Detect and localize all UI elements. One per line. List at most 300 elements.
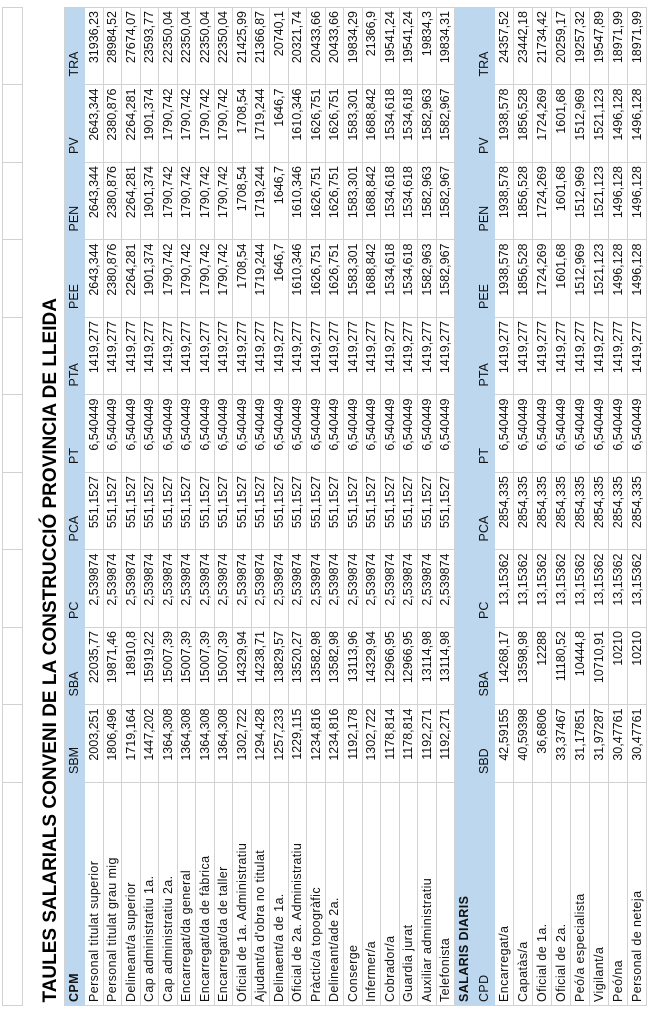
value-cell[interactable]: 1534,618 (399, 240, 418, 318)
cell[interactable] (455, 628, 475, 706)
value-cell[interactable]: 1419,277 (103, 318, 122, 396)
value-cell[interactable]: 1534,618 (399, 85, 418, 163)
column-header-pv[interactable]: PV (65, 85, 85, 163)
value-cell[interactable]: 13114,98 (436, 628, 455, 706)
value-cell[interactable]: 30,47761 (609, 705, 628, 783)
value-cell[interactable]: 1901,374 (140, 85, 159, 163)
value-cell[interactable]: 13,15362 (514, 550, 533, 628)
column-header-sba[interactable]: SBA (475, 628, 495, 706)
value-cell[interactable]: 20433,66 (307, 8, 326, 86)
value-cell[interactable]: 28984,52 (103, 8, 122, 86)
value-cell[interactable]: 20321,74 (288, 8, 307, 86)
value-cell[interactable]: 1419,277 (307, 318, 326, 396)
value-cell[interactable]: 13582,98 (307, 628, 326, 706)
value-cell[interactable]: 14268,17 (495, 628, 514, 706)
value-cell[interactable]: 1582,967 (436, 240, 455, 318)
value-cell[interactable]: 6,540449 (140, 395, 159, 473)
value-cell[interactable]: 13,15362 (590, 550, 609, 628)
value-cell[interactable]: 1790,742 (177, 240, 196, 318)
value-cell[interactable]: 6,540449 (571, 395, 590, 473)
value-cell[interactable]: 2,539874 (325, 550, 344, 628)
value-cell[interactable]: 1512,969 (571, 163, 590, 241)
value-cell[interactable]: 12966,95 (381, 628, 400, 706)
value-cell[interactable]: 19834,29 (344, 8, 363, 86)
value-cell[interactable]: 1582,967 (436, 163, 455, 241)
cell[interactable] (455, 85, 475, 163)
row-label-cell[interactable]: Oficial de 2a. Administratiu (288, 783, 307, 1006)
value-cell[interactable]: 1302,722 (362, 705, 381, 783)
value-cell[interactable]: 1626,751 (325, 163, 344, 241)
column-header-pc[interactable]: PC (475, 550, 495, 628)
value-cell[interactable]: 1790,742 (159, 240, 178, 318)
value-cell[interactable]: 551,1527 (122, 473, 141, 551)
value-cell[interactable]: 1419,277 (270, 318, 289, 396)
value-cell[interactable]: 6,540449 (325, 395, 344, 473)
value-cell[interactable]: 551,1527 (325, 473, 344, 551)
value-cell[interactable]: 2643,344 (85, 163, 104, 241)
row-label-cell[interactable]: Cap administratiu 1a. (140, 783, 159, 1006)
value-cell[interactable]: 1512,969 (571, 240, 590, 318)
value-cell[interactable]: 1192,178 (344, 705, 363, 783)
value-cell[interactable]: 15007,39 (159, 628, 178, 706)
value-cell[interactable]: 1419,277 (140, 318, 159, 396)
value-cell[interactable]: 1419,277 (214, 318, 233, 396)
value-cell[interactable]: 551,1527 (85, 473, 104, 551)
value-cell[interactable]: 1938,578 (495, 240, 514, 318)
value-cell[interactable]: 1512,969 (571, 85, 590, 163)
value-cell[interactable]: 1364,308 (196, 705, 215, 783)
value-cell[interactable]: 1719,244 (251, 163, 270, 241)
value-cell[interactable]: 1521,123 (590, 240, 609, 318)
cell[interactable] (3, 8, 23, 86)
value-cell[interactable]: 31,97287 (590, 705, 609, 783)
column-header-tra[interactable]: TRA (65, 8, 85, 86)
row-label-cell[interactable]: Pràctic/a topogràfic (307, 783, 326, 1006)
value-cell[interactable]: 2264,281 (122, 85, 141, 163)
value-cell[interactable]: 13598,98 (514, 628, 533, 706)
value-cell[interactable]: 21734,42 (533, 8, 552, 86)
value-cell[interactable]: 33,37467 (552, 705, 571, 783)
value-cell[interactable]: 1419,277 (344, 318, 363, 396)
value-cell[interactable]: 1496,128 (609, 85, 628, 163)
value-cell[interactable]: 1419,277 (609, 318, 628, 396)
value-cell[interactable]: 6,540449 (533, 395, 552, 473)
value-cell[interactable]: 18971,99 (628, 8, 647, 86)
value-cell[interactable]: 6,540449 (177, 395, 196, 473)
value-cell[interactable]: 1626,751 (325, 85, 344, 163)
value-cell[interactable]: 1610,346 (288, 163, 307, 241)
value-cell[interactable]: 21425,99 (233, 8, 252, 86)
row-label-cell[interactable]: Conserge (344, 783, 363, 1006)
value-cell[interactable]: 1688,842 (362, 85, 381, 163)
value-cell[interactable]: 10210 (628, 628, 647, 706)
section-title[interactable]: SALARIS DIARIS (455, 783, 475, 1006)
value-cell[interactable]: 1582,963 (418, 163, 437, 241)
value-cell[interactable]: 1419,277 (436, 318, 455, 396)
value-cell[interactable]: 551,1527 (177, 473, 196, 551)
value-cell[interactable]: 12966,95 (399, 628, 418, 706)
cell[interactable] (3, 705, 23, 783)
value-cell[interactable]: 551,1527 (288, 473, 307, 551)
value-cell[interactable]: 1790,742 (177, 163, 196, 241)
value-cell[interactable]: 13113,96 (344, 628, 363, 706)
value-cell[interactable]: 551,1527 (418, 473, 437, 551)
value-cell[interactable]: 551,1527 (344, 473, 363, 551)
cell[interactable] (3, 240, 23, 318)
value-cell[interactable]: 13829,57 (270, 628, 289, 706)
value-cell[interactable]: 31,17851 (571, 705, 590, 783)
value-cell[interactable]: 13,15362 (533, 550, 552, 628)
title-cell[interactable] (23, 8, 65, 1006)
value-cell[interactable]: 6,540449 (288, 395, 307, 473)
value-cell[interactable]: 2,539874 (196, 550, 215, 628)
value-cell[interactable]: 2003,251 (85, 705, 104, 783)
value-cell[interactable]: 2854,335 (495, 473, 514, 551)
value-cell[interactable]: 2264,281 (122, 163, 141, 241)
row-label-cell[interactable]: Telefonista (436, 783, 455, 1006)
value-cell[interactable]: 1626,751 (325, 240, 344, 318)
value-cell[interactable]: 20259,17 (552, 8, 571, 86)
value-cell[interactable]: 2854,335 (590, 473, 609, 551)
column-header-cpm[interactable]: CPM (65, 783, 85, 1006)
row-label-cell[interactable]: Oficial de 2a. (552, 783, 571, 1006)
row-label-cell[interactable]: Cobrador/a (381, 783, 400, 1006)
value-cell[interactable]: 2854,335 (609, 473, 628, 551)
value-cell[interactable]: 22350,04 (159, 8, 178, 86)
cell[interactable] (455, 163, 475, 241)
value-cell[interactable]: 1582,963 (418, 85, 437, 163)
value-cell[interactable]: 1419,277 (381, 318, 400, 396)
row-label-cell[interactable]: Encarregat/da de fàbrica (196, 783, 215, 1006)
value-cell[interactable]: 6,540449 (609, 395, 628, 473)
value-cell[interactable]: 6,540449 (344, 395, 363, 473)
value-cell[interactable]: 2854,335 (552, 473, 571, 551)
row-label-cell[interactable]: Vigilant/a (590, 783, 609, 1006)
value-cell[interactable]: 13,15362 (628, 550, 647, 628)
value-cell[interactable]: 1719,244 (251, 85, 270, 163)
value-cell[interactable]: 1419,277 (177, 318, 196, 396)
row-label-cell[interactable]: Peó/na (609, 783, 628, 1006)
value-cell[interactable]: 13,15362 (552, 550, 571, 628)
value-cell[interactable]: 18971,99 (609, 8, 628, 86)
column-header-pen[interactable]: PEN (475, 163, 495, 241)
value-cell[interactable]: 2,539874 (344, 550, 363, 628)
row-label-cell[interactable]: Cap administratiu 2a. (159, 783, 178, 1006)
value-cell[interactable]: 13582,98 (325, 628, 344, 706)
value-cell[interactable]: 551,1527 (214, 473, 233, 551)
value-cell[interactable]: 1582,963 (418, 240, 437, 318)
value-cell[interactable]: 22350,04 (177, 8, 196, 86)
value-cell[interactable]: 6,540449 (214, 395, 233, 473)
value-cell[interactable]: 1806,496 (103, 705, 122, 783)
value-cell[interactable]: 13114,98 (418, 628, 437, 706)
value-cell[interactable]: 19834,31 (436, 8, 455, 86)
value-cell[interactable]: 1419,277 (85, 318, 104, 396)
value-cell[interactable]: 19834,3 (418, 8, 437, 86)
value-cell[interactable]: 19547,89 (590, 8, 609, 86)
value-cell[interactable]: 1646,7 (270, 163, 289, 241)
value-cell[interactable]: 1790,742 (214, 85, 233, 163)
value-cell[interactable]: 30,47761 (628, 705, 647, 783)
value-cell[interactable]: 20740,1 (270, 8, 289, 86)
value-cell[interactable]: 1419,277 (571, 318, 590, 396)
value-cell[interactable]: 1646,7 (270, 85, 289, 163)
value-cell[interactable]: 1419,277 (362, 318, 381, 396)
value-cell[interactable]: 10710,91 (590, 628, 609, 706)
value-cell[interactable]: 1257,233 (270, 705, 289, 783)
value-cell[interactable]: 551,1527 (307, 473, 326, 551)
cell[interactable] (455, 240, 475, 318)
value-cell[interactable]: 2,539874 (270, 550, 289, 628)
row-label-cell[interactable]: Peó/a especialista (571, 783, 590, 1006)
value-cell[interactable]: 2380,876 (103, 240, 122, 318)
value-cell[interactable]: 1582,967 (436, 85, 455, 163)
value-cell[interactable]: 6,540449 (381, 395, 400, 473)
value-cell[interactable]: 6,540449 (399, 395, 418, 473)
cell[interactable] (3, 163, 23, 241)
value-cell[interactable]: 2643,344 (85, 85, 104, 163)
value-cell[interactable]: 1901,374 (140, 240, 159, 318)
row-label-cell[interactable]: Oficial de 1a. Administratiu (233, 783, 252, 1006)
value-cell[interactable]: 551,1527 (436, 473, 455, 551)
value-cell[interactable]: 1419,277 (628, 318, 647, 396)
row-label-cell[interactable]: Auxiliar administratiu (418, 783, 437, 1006)
value-cell[interactable]: 6,540449 (552, 395, 571, 473)
value-cell[interactable]: 1724,269 (533, 85, 552, 163)
row-label-cell[interactable]: Personal de neteja (628, 783, 647, 1006)
row-label-cell[interactable]: Personal titulat superior (85, 783, 104, 1006)
value-cell[interactable]: 1364,308 (214, 705, 233, 783)
value-cell[interactable]: 6,540449 (196, 395, 215, 473)
value-cell[interactable]: 551,1527 (233, 473, 252, 551)
row-label-cell[interactable]: Personal titulat grau mig (103, 783, 122, 1006)
value-cell[interactable]: 1601,68 (552, 163, 571, 241)
value-cell[interactable]: 1790,742 (177, 85, 196, 163)
cell[interactable] (3, 628, 23, 706)
value-cell[interactable]: 15007,39 (196, 628, 215, 706)
value-cell[interactable]: 6,540449 (85, 395, 104, 473)
value-cell[interactable]: 1419,277 (533, 318, 552, 396)
value-cell[interactable]: 14238,71 (251, 628, 270, 706)
value-cell[interactable]: 1496,128 (628, 163, 647, 241)
column-header-pc[interactable]: PC (65, 550, 85, 628)
value-cell[interactable]: 1534,618 (381, 240, 400, 318)
value-cell[interactable]: 15007,39 (177, 628, 196, 706)
cell[interactable] (455, 550, 475, 628)
value-cell[interactable]: 1302,722 (233, 705, 252, 783)
value-cell[interactable]: 1419,277 (122, 318, 141, 396)
value-cell[interactable]: 6,540449 (270, 395, 289, 473)
value-cell[interactable]: 13,15362 (571, 550, 590, 628)
value-cell[interactable]: 1856,528 (514, 85, 533, 163)
column-header-sba[interactable]: SBA (65, 628, 85, 706)
value-cell[interactable]: 6,540449 (514, 395, 533, 473)
row-label-cell[interactable]: Encarregat/a (495, 783, 514, 1006)
value-cell[interactable]: 1419,277 (159, 318, 178, 396)
cell[interactable] (3, 550, 23, 628)
cell[interactable] (3, 783, 23, 1006)
column-header-tra[interactable]: TRA (475, 8, 495, 86)
value-cell[interactable]: 1178,814 (381, 705, 400, 783)
value-cell[interactable]: 2854,335 (571, 473, 590, 551)
row-label-cell[interactable]: Guardia jurat (399, 783, 418, 1006)
value-cell[interactable]: 1610,346 (288, 240, 307, 318)
value-cell[interactable]: 1419,277 (288, 318, 307, 396)
value-cell[interactable]: 1229,115 (288, 705, 307, 783)
row-label-cell[interactable]: Ajudant/a d'obra no titulat (251, 783, 270, 1006)
value-cell[interactable]: 1938,578 (495, 85, 514, 163)
value-cell[interactable]: 1688,842 (362, 163, 381, 241)
value-cell[interactable]: 1419,277 (196, 318, 215, 396)
row-label-cell[interactable]: Delineant/ade 2a. (325, 783, 344, 1006)
value-cell[interactable]: 14329,94 (362, 628, 381, 706)
value-cell[interactable]: 1626,751 (307, 85, 326, 163)
value-cell[interactable]: 2,539874 (288, 550, 307, 628)
value-cell[interactable]: 2,539874 (233, 550, 252, 628)
column-header-cpd[interactable]: CPD (475, 783, 495, 1006)
column-header-sbm[interactable]: SBM (65, 705, 85, 783)
value-cell[interactable]: 2,539874 (103, 550, 122, 628)
value-cell[interactable]: 1419,277 (590, 318, 609, 396)
value-cell[interactable]: 6,540449 (590, 395, 609, 473)
value-cell[interactable]: 1419,277 (325, 318, 344, 396)
value-cell[interactable]: 1234,816 (307, 705, 326, 783)
value-cell[interactable]: 1496,128 (628, 85, 647, 163)
value-cell[interactable]: 551,1527 (140, 473, 159, 551)
value-cell[interactable]: 1294,428 (251, 705, 270, 783)
value-cell[interactable]: 1534,618 (381, 163, 400, 241)
cell[interactable] (3, 85, 23, 163)
value-cell[interactable]: 1646,7 (270, 240, 289, 318)
value-cell[interactable]: 27674,07 (122, 8, 141, 86)
column-header-pta[interactable]: PTA (65, 318, 85, 396)
value-cell[interactable]: 1419,277 (399, 318, 418, 396)
value-cell[interactable]: 1419,277 (418, 318, 437, 396)
value-cell[interactable]: 1938,578 (495, 163, 514, 241)
value-cell[interactable]: 1610,346 (288, 85, 307, 163)
value-cell[interactable]: 551,1527 (196, 473, 215, 551)
value-cell[interactable]: 13,15362 (609, 550, 628, 628)
value-cell[interactable]: 6,540449 (251, 395, 270, 473)
value-cell[interactable]: 6,540449 (495, 395, 514, 473)
value-cell[interactable]: 2,539874 (85, 550, 104, 628)
row-label-cell[interactable]: Delineant/a superior (122, 783, 141, 1006)
value-cell[interactable]: 31936,23 (85, 8, 104, 86)
value-cell[interactable]: 2,539874 (214, 550, 233, 628)
value-cell[interactable]: 1856,528 (514, 163, 533, 241)
value-cell[interactable]: 1447,202 (140, 705, 159, 783)
value-cell[interactable]: 6,540449 (362, 395, 381, 473)
value-cell[interactable]: 1790,742 (196, 85, 215, 163)
value-cell[interactable]: 6,540449 (307, 395, 326, 473)
value-cell[interactable]: 551,1527 (103, 473, 122, 551)
value-cell[interactable]: 1790,742 (214, 163, 233, 241)
value-cell[interactable]: 1419,277 (552, 318, 571, 396)
column-header-pee[interactable]: PEE (65, 240, 85, 318)
value-cell[interactable]: 6,540449 (103, 395, 122, 473)
value-cell[interactable]: 22035,77 (85, 628, 104, 706)
cell[interactable] (455, 705, 475, 783)
value-cell[interactable]: 1901,374 (140, 163, 159, 241)
row-label-cell[interactable]: Infermer/a (362, 783, 381, 1006)
value-cell[interactable]: 1790,742 (196, 240, 215, 318)
value-cell[interactable]: 1626,751 (307, 240, 326, 318)
value-cell[interactable]: 22350,04 (214, 8, 233, 86)
value-cell[interactable]: 19871,46 (103, 628, 122, 706)
cell[interactable] (3, 395, 23, 473)
value-cell[interactable]: 2854,335 (628, 473, 647, 551)
value-cell[interactable]: 13520,27 (288, 628, 307, 706)
column-header-pca[interactable]: PCA (475, 473, 495, 551)
cell[interactable] (3, 473, 23, 551)
column-header-pv[interactable]: PV (475, 85, 495, 163)
value-cell[interactable]: 1419,277 (495, 318, 514, 396)
value-cell[interactable]: 2854,335 (514, 473, 533, 551)
value-cell[interactable]: 2264,281 (122, 240, 141, 318)
value-cell[interactable]: 6,540449 (628, 395, 647, 473)
value-cell[interactable]: 1534,618 (399, 163, 418, 241)
value-cell[interactable]: 551,1527 (362, 473, 381, 551)
value-cell[interactable]: 15919,22 (140, 628, 159, 706)
value-cell[interactable]: 10210 (609, 628, 628, 706)
value-cell[interactable]: 1790,742 (214, 240, 233, 318)
value-cell[interactable]: 2,539874 (251, 550, 270, 628)
cell[interactable] (3, 318, 23, 396)
value-cell[interactable]: 23593,77 (140, 8, 159, 86)
value-cell[interactable]: 24357,52 (495, 8, 514, 86)
value-cell[interactable]: 1724,269 (533, 163, 552, 241)
value-cell[interactable]: 13,15362 (495, 550, 514, 628)
value-cell[interactable]: 19541,24 (399, 8, 418, 86)
value-cell[interactable]: 6,540449 (436, 395, 455, 473)
column-header-pta[interactable]: PTA (475, 318, 495, 396)
value-cell[interactable]: 1856,528 (514, 240, 533, 318)
value-cell[interactable]: 1583,301 (344, 240, 363, 318)
value-cell[interactable]: 1496,128 (609, 163, 628, 241)
row-label-cell[interactable]: Encarregat/da general (177, 783, 196, 1006)
value-cell[interactable]: 2,539874 (381, 550, 400, 628)
value-cell[interactable]: 2,539874 (399, 550, 418, 628)
value-cell[interactable]: 1496,128 (628, 240, 647, 318)
value-cell[interactable]: 2380,876 (103, 163, 122, 241)
value-cell[interactable]: 1708,54 (233, 163, 252, 241)
value-cell[interactable]: 21366,9 (362, 8, 381, 86)
value-cell[interactable]: 1192,271 (418, 705, 437, 783)
value-cell[interactable]: 1708,54 (233, 85, 252, 163)
value-cell[interactable]: 19257,32 (571, 8, 590, 86)
value-cell[interactable]: 1419,277 (514, 318, 533, 396)
value-cell[interactable]: 14329,94 (233, 628, 252, 706)
value-cell[interactable]: 40,59398 (514, 705, 533, 783)
cell[interactable] (455, 8, 475, 86)
value-cell[interactable]: 1583,301 (344, 163, 363, 241)
value-cell[interactable]: 1601,68 (552, 240, 571, 318)
value-cell[interactable]: 551,1527 (381, 473, 400, 551)
column-header-pen[interactable]: PEN (65, 163, 85, 241)
row-label-cell[interactable]: Capatàs/a (514, 783, 533, 1006)
column-header-pee[interactable]: PEE (475, 240, 495, 318)
row-label-cell[interactable]: Oficial de 1a. (533, 783, 552, 1006)
value-cell[interactable]: 1790,742 (196, 163, 215, 241)
value-cell[interactable]: 1178,814 (399, 705, 418, 783)
value-cell[interactable]: 1496,128 (609, 240, 628, 318)
value-cell[interactable]: 1724,269 (533, 240, 552, 318)
column-header-sbd[interactable]: SBD (475, 705, 495, 783)
value-cell[interactable]: 1521,123 (590, 163, 609, 241)
value-cell[interactable]: 2,539874 (122, 550, 141, 628)
value-cell[interactable]: 1626,751 (307, 163, 326, 241)
cell[interactable] (455, 318, 475, 396)
